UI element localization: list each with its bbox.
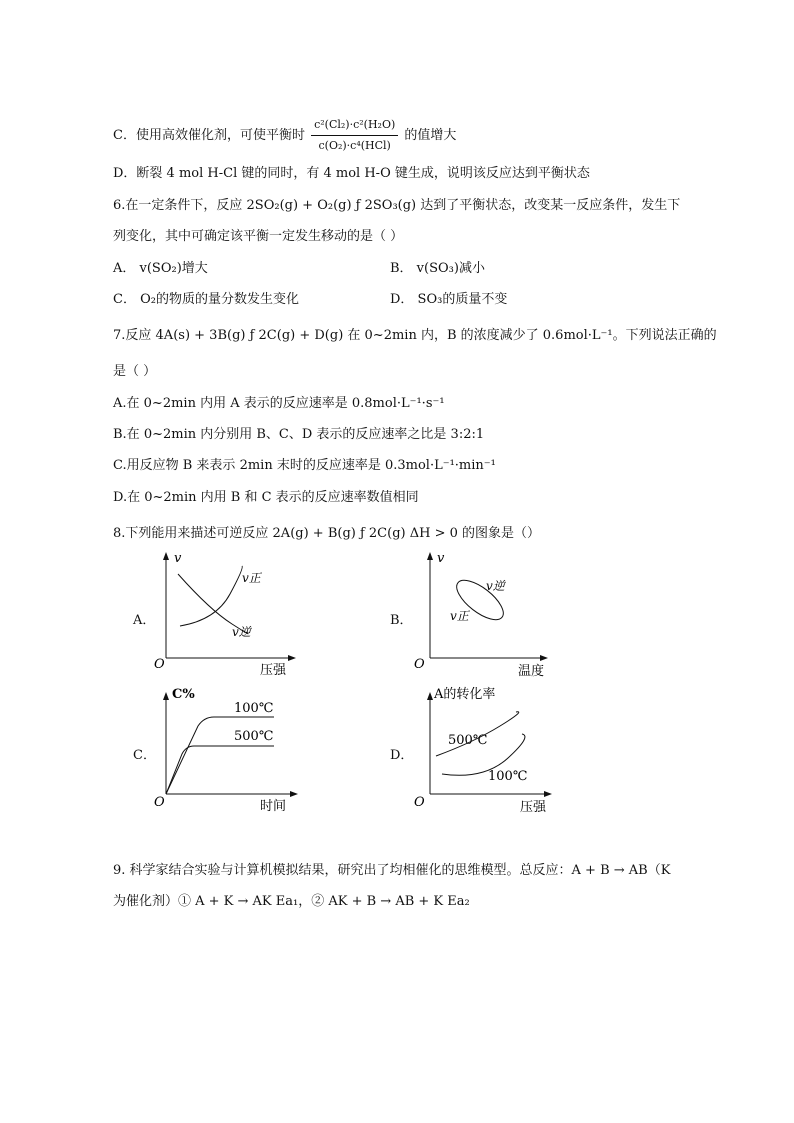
graph-a-x-label: 压强 — [260, 663, 287, 678]
graph-d-curve2-label: 100℃ — [488, 769, 528, 784]
q7-option-b: B.在 0~2min 内分别用 B、C、D 表示的反应速率之比是 3:2:1 — [113, 427, 485, 442]
q7-option-c: C.用反应物 B 来表示 2min 末时的反应速率是 0.3mol·L⁻¹·min⁻¹ — [113, 458, 496, 473]
q9-line1: 9. 科学家结合实验与计算机模拟结果，研究出了均相催化的思维模型。总反应：A + B → AB（K — [113, 863, 671, 878]
graph-c-x-label: 时间 — [260, 799, 287, 814]
graph-d-x-arrow — [544, 791, 552, 797]
graph-c — [150, 684, 310, 819]
graph-d-y-label: A的转化率 — [434, 687, 496, 702]
q6-option-b: B． v(SO₃)减小 — [390, 261, 485, 276]
graph-c-curve2-label: 500℃ — [234, 729, 274, 744]
graph-b-y-arrow — [427, 552, 433, 560]
graph-d-option: D． — [390, 748, 414, 763]
graph-b-y-label: v — [437, 551, 445, 566]
graph-d — [404, 684, 564, 819]
q8-stem: 8.下列能用来描述可逆反应 2A(g) + B(g) ƒ 2C(g) ΔH > 0 的图象是（） — [113, 526, 541, 541]
graph-d-x-label: 压强 — [520, 800, 547, 815]
graph-a-origin: O — [154, 657, 165, 672]
q5-option-c-suffix: 的值增大 — [404, 128, 457, 143]
fraction-numerator: c²(Cl₂)·c²(H₂O) — [311, 116, 398, 136]
q6-option-a: A． v(SO₂)增大 — [113, 261, 208, 276]
graph-b-x-arrow — [540, 655, 548, 661]
graph-c-y-label: C% — [172, 687, 195, 702]
q7-stem-line2: 是（ ） — [113, 364, 157, 379]
q5-option-d: D．断裂 4 mol H-Cl 键的同时，有 4 mol H-O 键生成，说明该反应达到平衡状态 — [113, 166, 590, 181]
graph-d-curve1-label: 500℃ — [448, 733, 488, 748]
graph-a-curve1-label: v正 — [242, 571, 261, 585]
graph-c-option: C． — [133, 748, 156, 763]
q7-option-d: D.在 0~2min 内用 B 和 C 表示的反应速率数值相同 — [113, 490, 419, 505]
graph-b — [404, 548, 564, 683]
q7-option-a: A.在 0~2min 内用 A 表示的反应速率是 0.8mol·L⁻¹·s⁻¹ — [113, 396, 445, 411]
graph-b-option: B． — [390, 613, 413, 628]
q6-stem-line2: 列变化，其中可确定该平衡一定发生移动的是（ ） — [113, 229, 404, 244]
graph-a-option: A． — [133, 613, 156, 628]
graph-c-curve-500 — [166, 746, 274, 794]
q6-stem-line1: 6.在一定条件下，反应 2SO₂(g) + O₂(g) ƒ 2SO₃(g) 达到了平衡状态，改变某一反应条件，发生下 — [113, 198, 681, 213]
graph-a-y-label: v — [174, 551, 182, 566]
graph-b-origin: O — [414, 657, 425, 672]
graph-a-curve2-label: v逆 — [232, 625, 251, 639]
graph-a-x-arrow — [288, 655, 296, 661]
graph-c-x-arrow — [290, 791, 298, 797]
graph-b-curve2-label: v正 — [450, 609, 469, 623]
q5-option-c-text: C．使用高效催化剂，可使平衡时 — [113, 128, 305, 143]
graph-a-y-arrow — [163, 552, 169, 560]
graph-a — [150, 548, 310, 683]
graph-b-x-label: 温度 — [518, 664, 545, 679]
fraction-denominator: c(O₂)·c⁴(HCl) — [318, 139, 391, 152]
q9-line2: 为催化剂）① A + K → AK Ea₁，② AK + B → AB + K Ea₂ — [113, 894, 470, 909]
graph-d-y-arrow — [427, 692, 433, 700]
graph-b-curve1-label: v逆 — [486, 579, 505, 593]
q6-option-d: D． SO₃的质量不变 — [390, 292, 508, 307]
graph-c-y-arrow — [163, 692, 169, 700]
q7-stem-line1: 7.反应 4A(s) + 3B(g) ƒ 2C(g) + D(g) 在 0~2min 内，B 的浓度减少了 0.6mol·L⁻¹。下列说法正确的 — [113, 328, 717, 343]
graph-c-origin: O — [154, 795, 165, 810]
graph-c-curve1-label: 100℃ — [234, 701, 274, 716]
graph-d-origin: O — [414, 795, 425, 810]
q5-option-c — [113, 116, 456, 155]
graph-a-curve-reverse — [180, 566, 242, 626]
equilibrium-fraction — [311, 116, 398, 155]
q6-option-c: C． O₂的物质的量分数发生变化 — [113, 292, 299, 307]
